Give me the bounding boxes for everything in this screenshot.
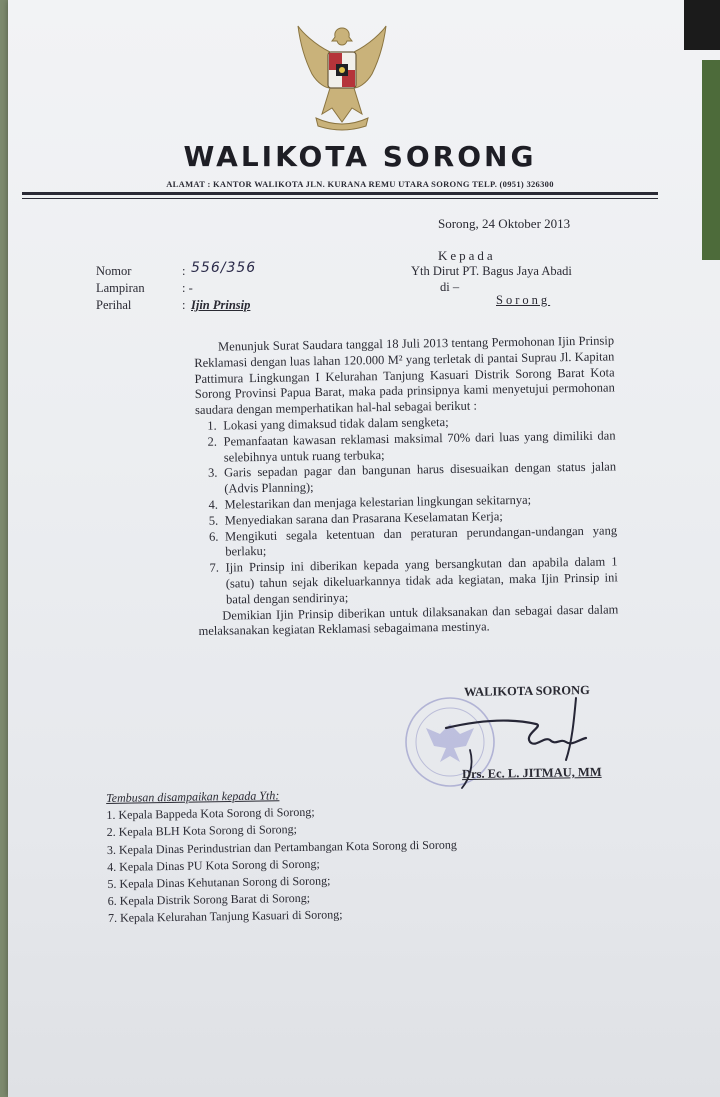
tembusan-item: 5. Kepala Dinas Kehutanan Sorong di Sorong; <box>107 873 331 892</box>
requirement-text: Lokasi yang dimaksud tidak dalam sengketa; <box>223 414 449 433</box>
tembusan-item: 6. Kepala Distrik Sorong Barat di Sorong; <box>107 891 311 909</box>
nomor-value: 556/356 <box>191 260 257 276</box>
tembusan-heading: Tembusan disampaikan kepada Yth: <box>106 788 280 805</box>
requirement-text: Menyediakan sarana dan Prasarana Keselamatan Kerja; <box>224 508 503 528</box>
requirement-number: 5. <box>208 513 219 528</box>
body-intro: Menunjuk Surat Saudara tanggal 18 Juli 2013 tentang Permohonan Ijin Prinsip Reklamasi dengan luas lahan 120.000 M² yang terletak di pantai Suprau Jl. Kapitan Pattimura Lingkungan I Kelurahan Tanjung Kasuari Distrik Sorong Barat Kota Sorong Provinsi Papua Barat, maka pada prinsipnya kami menyetujui permohonan saudara dengan memperhatikan hal-hal sebagai berikut : <box>194 333 615 418</box>
requirement-number: 4. <box>208 497 219 512</box>
recipient-city: Sorong <box>496 293 551 307</box>
recipient-name: Yth Dirut PT. Bagus Jaya Abadi <box>411 264 572 278</box>
perihal-colon: : <box>182 298 186 312</box>
tembusan-block <box>106 785 458 928</box>
signature-title: WALIKOTA SORONG <box>463 683 590 699</box>
lampiran-label: Lampiran <box>96 281 145 295</box>
requirement-text: Melestarikan dan menjaga kelestarian lingkungan sekitarnya; <box>224 492 532 512</box>
requirement-number: 7. <box>209 560 220 575</box>
perihal-value: Ijin Prinsip <box>191 298 251 312</box>
requirement-number: 3. <box>207 466 218 481</box>
lampiran-value: : - <box>182 281 193 295</box>
requirement-text: Mengikuti segala ketentuan dan peraturan perundangan-undangan yang berlaku; <box>224 522 618 559</box>
nomor-label: Nomor <box>96 264 132 278</box>
tembusan-item: 3. Kepala Dinas Perindustrian dan Pertambangan Kota Sorong di Sorong <box>106 837 457 857</box>
perihal-label: Perihal <box>96 298 132 312</box>
signatory-name: Drs. Ec. L. JITMAU, MM <box>461 764 602 782</box>
tembusan-item: 1. Kepala Bappeda Kota Sorong di Sorong; <box>106 804 315 823</box>
background-edge <box>684 0 720 50</box>
body-closing: Demikian Ijin Prinsip diberikan untuk dilaksanakan dan sebagai dasar dalam melaksanakan kegiatan Reklamasi sebagaimana mestinya. <box>198 601 619 639</box>
requirement-text: Pemanfaatan kawasan reklamasi maksimal 70% dari luas yang dimiliki dan selebihnya untuk ruang terbuka; <box>223 428 616 465</box>
tembusan-item: 7. Kepala Kelurahan Tanjung Kasuari di Sorong; <box>107 907 343 926</box>
requirement-text: Ijin Prinsip ini diberikan kepada yang bersangkutan dan apabila dalam 1 (satu) tahun sejak dikeluarkannya tidak ada kegiatan, maka Ijin Prinsip ini batal dengan sendirinya; <box>225 554 618 607</box>
requirement-number: 1. <box>207 418 217 433</box>
tembusan-item: 4. Kepala Dinas PU Kota Sorong di Sorong; <box>107 856 320 874</box>
requirement-text: Garis sepadan pagar dan bangunan harus disesuaikan dengan status jalan (Advis Planning); <box>223 459 617 496</box>
requirement-number: 2. <box>207 434 218 449</box>
requirement-number: 6. <box>208 529 219 544</box>
letter-date: Sorong, 24 Oktober 2013 <box>438 216 571 231</box>
letterhead-title: WALIKOTA SORONG <box>183 140 537 173</box>
requirements-list <box>195 412 618 608</box>
letterhead-rule-thick <box>22 192 658 195</box>
tembusan-item: 2. Kepala BLH Kota Sorong di Sorong; <box>106 822 298 840</box>
recipient-kepada: Kepada <box>438 248 496 263</box>
letterhead-rule-thin <box>22 198 658 199</box>
letterhead-address: ALAMAT : KANTOR WALIKOTA JLN. KURANA REMU UTARA SORONG TELP. (0951) 326300 <box>166 179 554 189</box>
nomor-colon: : <box>182 264 186 278</box>
garuda-emblem-icon <box>292 22 392 134</box>
requirement-item <box>197 555 618 609</box>
letter-body <box>194 333 619 640</box>
recipient-di: di – <box>440 280 460 294</box>
tembusan-list <box>106 802 458 928</box>
